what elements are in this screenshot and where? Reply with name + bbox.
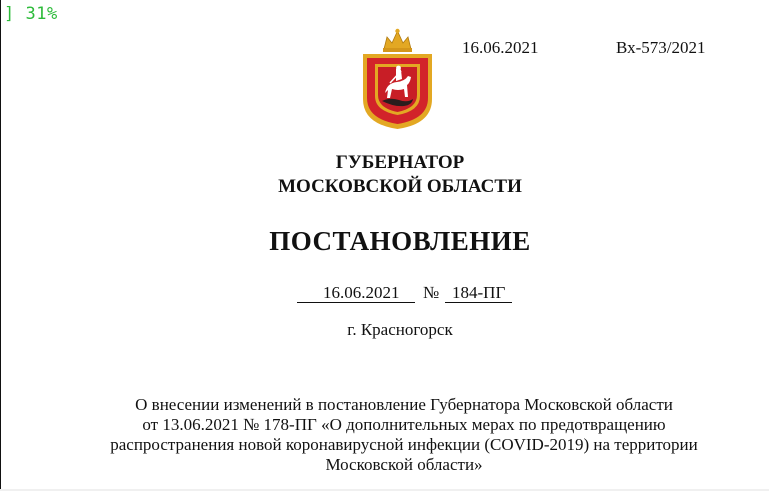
header-date: 16.06.2021 [462, 38, 539, 57]
incoming-reference: Вх-573/2021 [616, 38, 706, 57]
org-title-line2: МОСКОВСКОЙ ОБЛАСТИ [278, 176, 522, 197]
org-title-line1: ГУБЕРНАТОР [335, 152, 465, 173]
document-type: ПОСТАНОВЛЕНИЕ [269, 226, 531, 256]
decree-title [84, 395, 724, 475]
left-edge-line [0, 0, 1, 491]
decree-title-line: Московской области» [325, 455, 483, 474]
city: г. Красногорск [347, 320, 453, 339]
decree-date-underline [297, 302, 415, 303]
decree-title-line: от 13.06.2021 № 178-ПГ «О дополнительных мерах по предотвращению [142, 415, 666, 434]
coat-of-arms-icon [357, 27, 438, 131]
progress-readout: ] 31% [4, 4, 58, 24]
number-sign: № [423, 283, 440, 302]
decree-title-line: распространения новой коронавирусной инфекции (COVID-2019) на территории [110, 435, 698, 454]
decree-date: 16.06.2021 [323, 283, 400, 302]
decree-number-underline [445, 302, 512, 303]
decree-number: 184-ПГ [452, 283, 506, 302]
decree-title-line: О внесении изменений в постановление Губернатора Московской области [135, 395, 673, 414]
